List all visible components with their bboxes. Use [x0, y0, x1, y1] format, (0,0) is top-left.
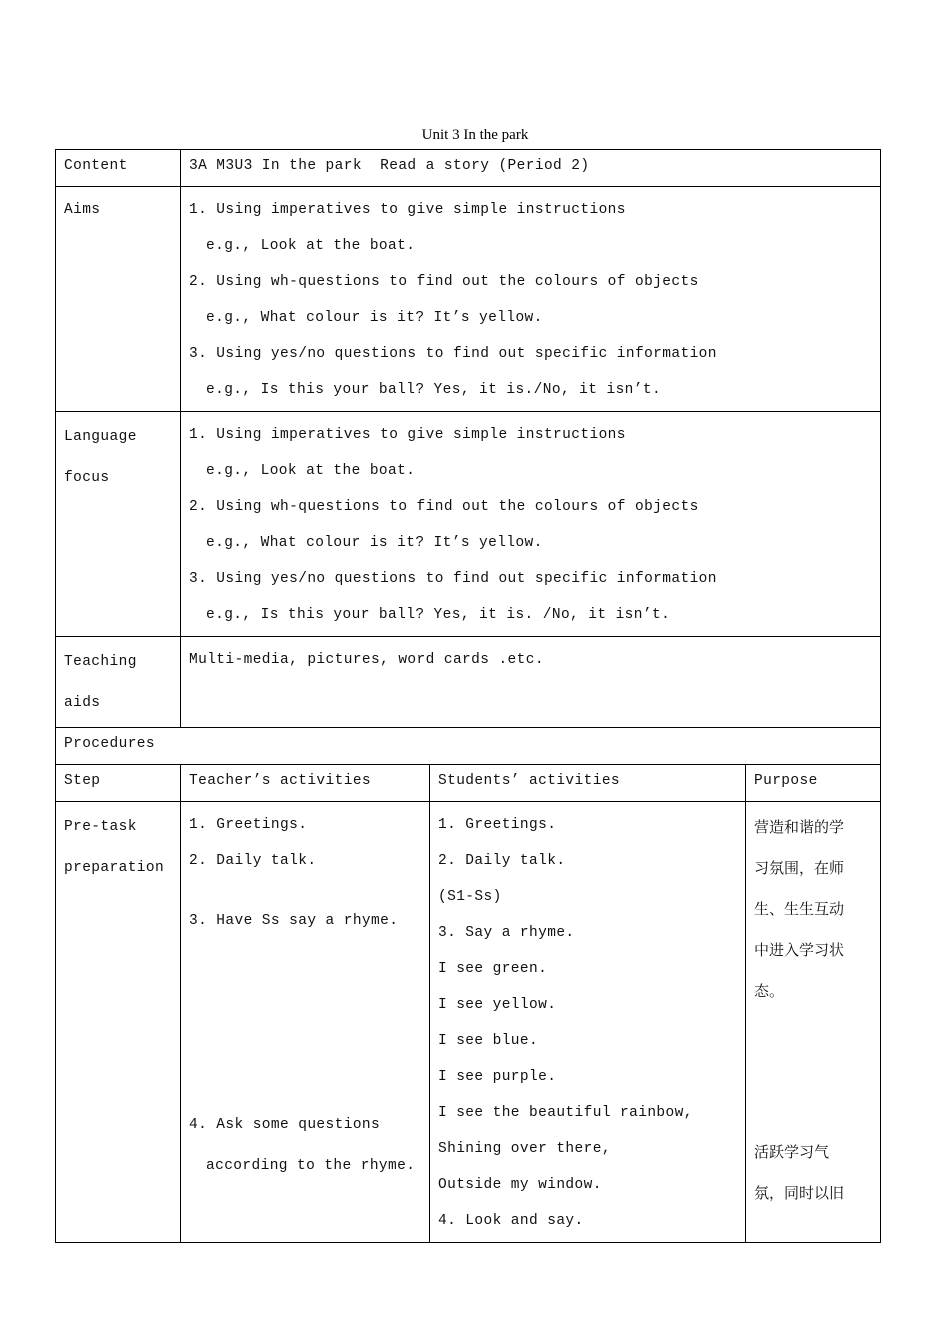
- teacher-activity: 3. Have Ss say a rhyme.: [189, 913, 399, 929]
- language-focus-row: [56, 412, 881, 637]
- content-value: 3A M3U3 In the park Read a story (Period 2): [181, 150, 881, 187]
- purpose-line: 活跃学习气: [754, 1143, 830, 1161]
- pretask-row: [56, 802, 881, 1243]
- teacher-activity: according to the rhyme.: [206, 1158, 416, 1174]
- focus-example: e.g., Look at the boat.: [206, 463, 416, 479]
- focus-line: 3. Using yes/no questions to find out specific information: [189, 571, 717, 587]
- student-activity: 3. Say a rhyme.: [438, 925, 575, 941]
- purpose-line: 生、生生互动: [754, 900, 845, 918]
- aims-example: e.g., Is this your ball? Yes, it is./No, it isn’t.: [206, 382, 662, 398]
- header-row: [56, 765, 881, 802]
- pretask-step: Pre-task preparation: [56, 802, 181, 1243]
- student-activity: 1. Greetings.: [438, 817, 557, 833]
- focus-example: e.g., Is this your ball? Yes, it is. /No, it isn’t.: [206, 607, 671, 623]
- aims-line: 3. Using yes/no questions to find out specific information: [189, 346, 717, 362]
- student-activity: I see purple.: [438, 1069, 557, 1085]
- page-title: Unit 3 In the park: [421, 127, 529, 143]
- header-purpose: Purpose: [746, 765, 881, 802]
- student-activity: Shining over there,: [438, 1141, 611, 1157]
- aims-example: e.g., Look at the boat.: [206, 238, 416, 254]
- aims-label: Aims: [56, 187, 181, 412]
- content-row: [56, 150, 881, 187]
- content-label: Content: [56, 150, 181, 187]
- purpose-line: 习氛围，在师: [754, 859, 845, 877]
- header-teacher: Teacher’s activities: [181, 765, 430, 802]
- aims-line: 2. Using wh-questions to find out the colours of objects: [189, 274, 699, 290]
- language-focus-list: [181, 412, 881, 637]
- purpose-line: 中进入学习状: [754, 941, 845, 959]
- teaching-aids-label: Teaching aids: [56, 637, 181, 728]
- student-activity: (S1-Ss): [438, 889, 502, 905]
- purpose-line: 态。: [754, 982, 785, 1000]
- header-step: Step: [56, 765, 181, 802]
- purpose-line: 氛，同时以旧: [754, 1184, 845, 1202]
- teaching-aids-value: Multi-media, pictures, word cards .etc.: [181, 637, 881, 728]
- teacher-activity: 4. Ask some questions: [189, 1117, 381, 1133]
- pretask-teacher-activities: [181, 802, 430, 1243]
- pretask-purpose: [746, 802, 881, 1243]
- focus-example: e.g., What colour is it? It’s yellow.: [206, 535, 543, 551]
- student-activity: 2. Daily talk.: [438, 853, 566, 869]
- student-activity: 4. Look and say.: [438, 1213, 584, 1229]
- purpose-line: 营造和谐的学: [754, 818, 845, 836]
- student-activity: I see the beautiful rainbow,: [438, 1105, 693, 1121]
- student-activity: I see green.: [438, 961, 548, 977]
- language-focus-label: Language focus: [56, 412, 181, 637]
- aims-line: 1. Using imperatives to give simple instructions: [189, 202, 626, 218]
- aims-example: e.g., What colour is it? It’s yellow.: [206, 310, 543, 326]
- teacher-activity: 1. Greetings.: [189, 817, 308, 833]
- teaching-aids-row: [56, 637, 881, 728]
- header-students: Students’ activities: [430, 765, 746, 802]
- teacher-activity: 2. Daily talk.: [189, 853, 317, 869]
- focus-line: 2. Using wh-questions to find out the colours of objects: [189, 499, 699, 515]
- aims-row: [56, 187, 881, 412]
- procedures-row: [56, 728, 881, 765]
- student-activity: Outside my window.: [438, 1177, 602, 1193]
- pretask-student-activities: [430, 802, 746, 1243]
- aims-list: [181, 187, 881, 412]
- lesson-plan-table: [55, 149, 881, 1243]
- student-activity: I see blue.: [438, 1033, 539, 1049]
- focus-line: 1. Using imperatives to give simple instructions: [189, 427, 626, 443]
- procedures-label: Procedures: [56, 728, 881, 765]
- student-activity: I see yellow.: [438, 997, 557, 1013]
